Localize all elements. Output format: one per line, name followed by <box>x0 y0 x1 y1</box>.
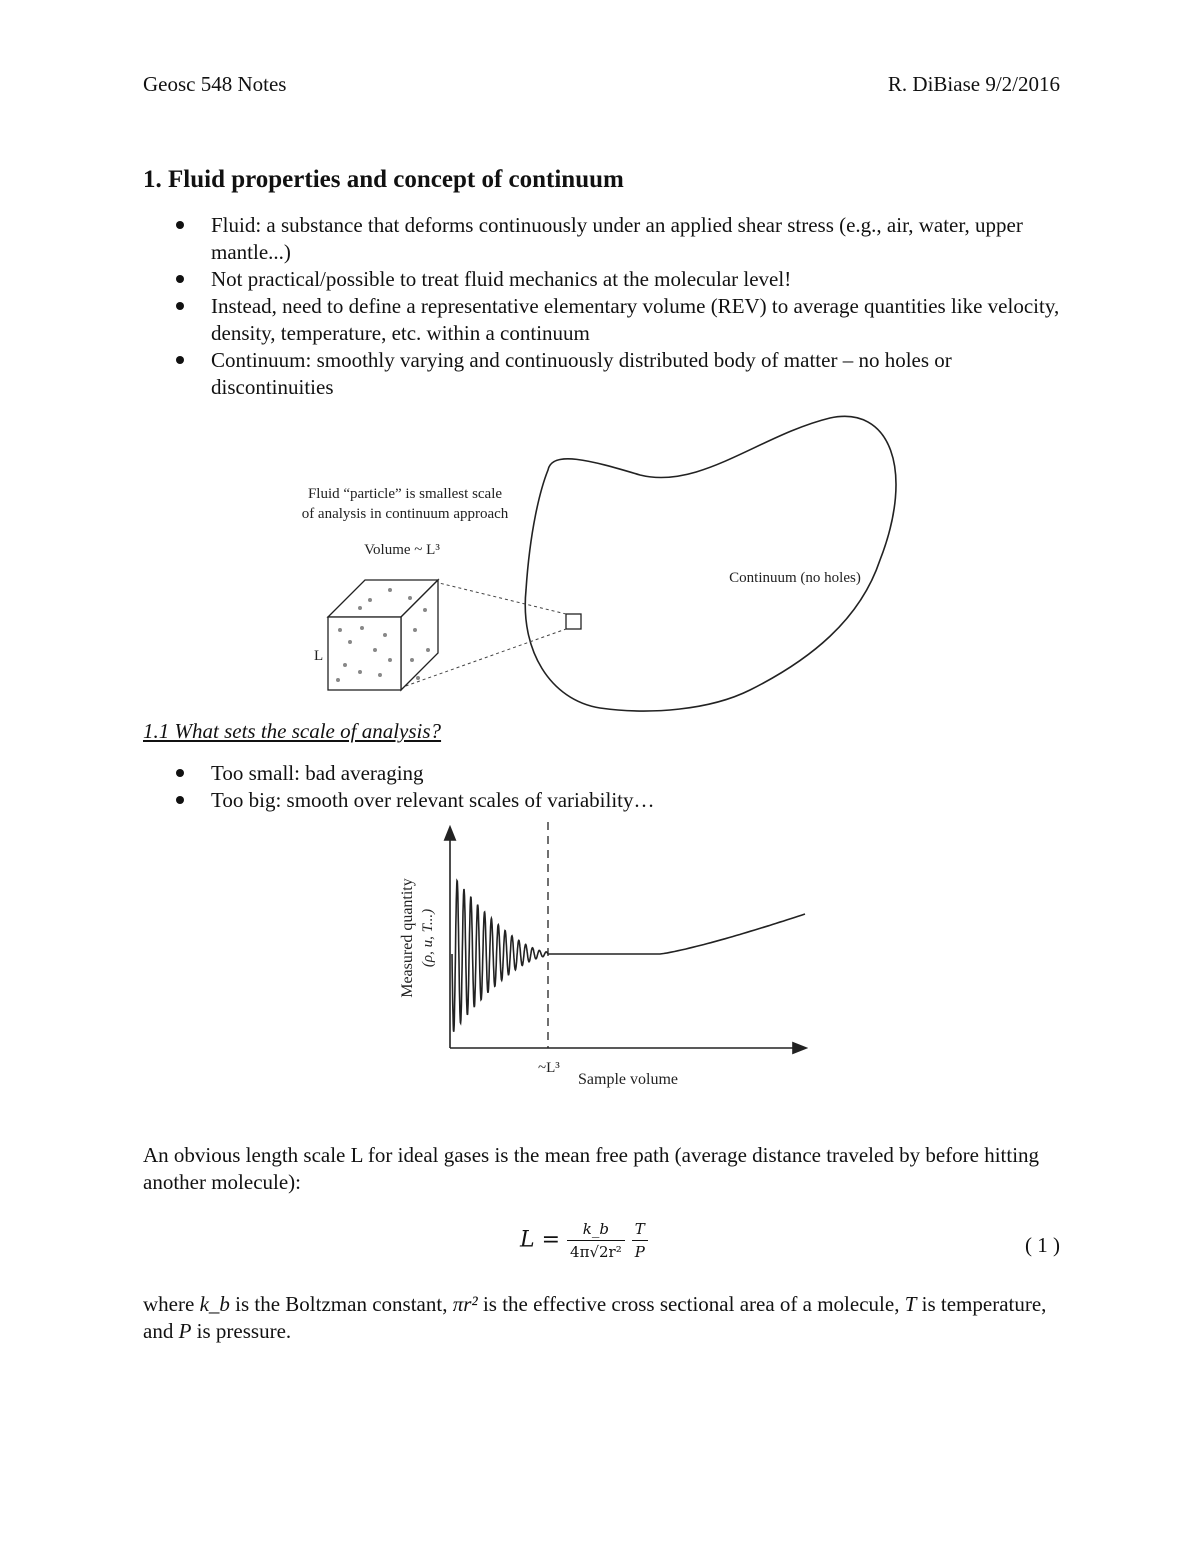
section-title: 1. Fluid properties and concept of continuum <box>143 166 624 193</box>
equation-numerator-1: k_b <box>567 1220 625 1241</box>
equation-fraction-1 <box>567 1220 625 1261</box>
text-span: is the effective cross sectional area of a molecule, <box>477 1292 905 1316</box>
particle-caption-line1: Fluid “particle” is smallest scale <box>307 486 503 502</box>
continuum-label: Continuum (no holes) <box>729 570 861 586</box>
text-span: is the Boltzman constant, <box>229 1292 453 1316</box>
volume-label: Volume ~ L³ <box>364 542 440 558</box>
zoom-line-top <box>435 582 566 614</box>
boltzmann-symbol: k_b <box>199 1292 230 1316</box>
subsection-bullet-list <box>143 760 1063 814</box>
bullet-item: Not practical/possible to treat fluid mechanics at the molecular level! <box>143 266 1063 293</box>
equation-lhs: L = <box>520 1227 561 1253</box>
continuum-figure <box>290 410 910 720</box>
bullet-item: Instead, need to define a representative elementary volume (REV) to average quantities like velocity, density, temperature, etc. within a continuum <box>143 293 1063 347</box>
y-axis-label-line1: Measured quantity <box>399 878 416 998</box>
equation-denominator-1: 4π√2r² <box>570 1243 622 1261</box>
bullet-item: Continuum: smoothly varying and continuously distributed body of matter – no holes or discontinuities <box>143 347 1063 401</box>
equation-numerator-2: T <box>632 1220 648 1241</box>
cross-section-symbol: πr² <box>452 1292 478 1316</box>
equation-explanation <box>143 1291 1063 1345</box>
temperature-symbol: T <box>904 1292 917 1316</box>
pressure-symbol: P <box>178 1319 192 1343</box>
particle-caption-line2: of analysis in continuum approach <box>301 506 509 522</box>
rev-marker-label: ~L³ <box>538 1060 560 1076</box>
equation-denominator-2: P <box>634 1243 645 1261</box>
header-author-date: R. DiBiase 9/2/2016 <box>887 72 1060 96</box>
rev-scale-figure <box>390 818 820 1098</box>
continuum-outline <box>525 416 896 711</box>
text-span: is pressure. <box>191 1319 292 1343</box>
text-span: where <box>143 1292 200 1316</box>
y-axis-label-line2: (ρ, u, T...) <box>420 908 436 968</box>
header-course: Geosc 548 Notes <box>143 72 287 96</box>
text-span: is temperature, and <box>143 1292 1047 1343</box>
measured-quantity-curve <box>452 881 805 1032</box>
bullet-item: Too big: smooth over relevant scales of variability… <box>143 787 1063 814</box>
section-bullet-list <box>143 212 1063 401</box>
bullet-item: Too small: bad averaging <box>143 760 1063 787</box>
mean-free-path-equation <box>520 1220 648 1261</box>
equation-fraction-2 <box>632 1220 648 1261</box>
subsection-title: 1.1 What sets the scale of analysis? <box>143 719 442 743</box>
x-axis-label: Sample volume <box>578 1071 678 1088</box>
mean-free-path-intro: An obvious length scale L for ideal gases is the mean free path (average distance traveled by before hitting another molecule): <box>143 1143 1040 1194</box>
cube-length-label: L <box>314 648 324 664</box>
bullet-item: Fluid: a substance that deforms continuously under an applied shear stress (e.g., air, water, upper mantle...) <box>143 212 1063 266</box>
fluid-particle-square <box>566 614 581 629</box>
equation-number: ( 1 ) <box>1025 1233 1060 1257</box>
